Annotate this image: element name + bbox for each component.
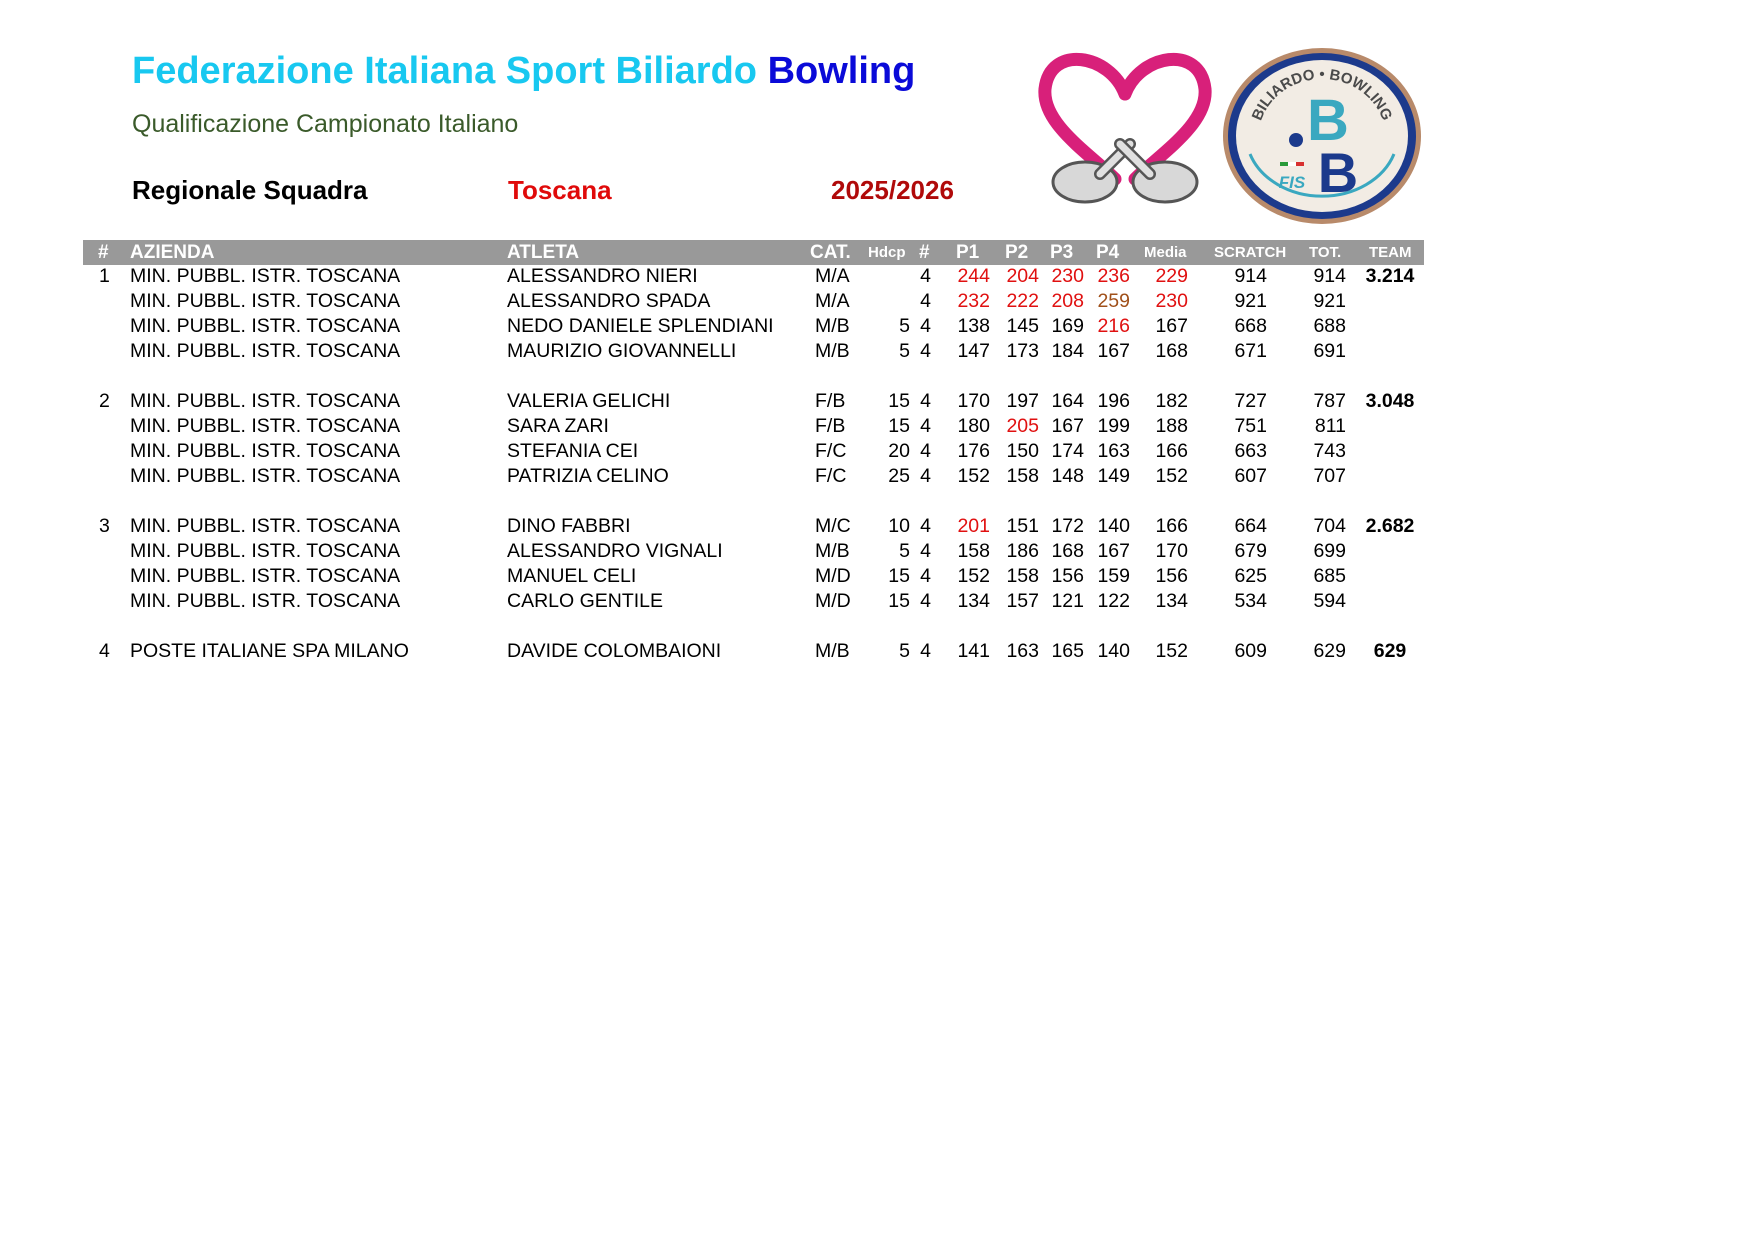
table-row [0,290,1755,315]
media-cell: 134 [1155,590,1188,612]
rank-cell: 3 [99,515,110,537]
azienda-cell: MIN. PUBBL. ISTR. TOSCANA [130,590,401,612]
table-row [0,565,1755,590]
score-p2-cell: 145 [1006,315,1039,337]
table-row [0,540,1755,565]
atleta-cell: ALESSANDRO VIGNALI [507,540,723,562]
category-cell: M/D [815,565,851,587]
category-cell: M/C [815,515,851,537]
category-cell: M/B [815,540,850,562]
atleta-cell: NEDO DANIELE SPLENDIANI [507,315,774,337]
score-p1-cell: 147 [957,340,990,362]
hdcp-cell: 5 [899,315,910,337]
games-cell: 4 [920,390,931,412]
score-p1-cell: 134 [957,590,990,612]
table-row [0,440,1755,465]
games-cell: 4 [920,340,931,362]
badge-fis-text: FIS [1278,173,1306,192]
azienda-cell: MIN. PUBBL. ISTR. TOSCANA [130,315,401,337]
score-p2-cell: 157 [1006,590,1039,612]
media-cell: 166 [1155,515,1188,537]
games-cell: 4 [920,415,931,437]
media-cell: 182 [1155,390,1188,412]
team-total-cell: 3.214 [1365,265,1415,287]
score-p4-cell: 216 [1097,315,1130,337]
col-cat: CAT. [810,242,851,263]
col-p2: P2 [1005,242,1029,263]
score-p4-cell: 140 [1097,515,1130,537]
category-cell: F/C [815,440,847,462]
scratch-cell: 664 [1234,515,1267,537]
score-p3-cell: 184 [1051,340,1084,362]
score-p1-cell: 170 [957,390,990,412]
score-p3-cell: 174 [1051,440,1084,462]
media-cell: 156 [1155,565,1188,587]
atleta-cell: DAVIDE COLOMBAIONI [507,640,722,662]
category-cell: F/B [815,390,846,412]
score-p2-cell: 197 [1006,390,1039,412]
games-cell: 4 [920,440,931,462]
azienda-cell: MIN. PUBBL. ISTR. TOSCANA [130,415,401,437]
scratch-cell: 607 [1234,465,1267,487]
hdcp-cell: 25 [888,465,910,487]
media-cell: 167 [1155,315,1188,337]
col-scratch: SCRATCH [1214,244,1287,261]
page-subtitle: Qualificazione Campionato Italiano [132,110,519,138]
table-row [0,265,1755,290]
title-accent: Bowling [767,50,916,92]
games-cell: 4 [920,465,931,487]
score-p2-cell: 158 [1006,465,1039,487]
azienda-cell: MIN. PUBBL. ISTR. TOSCANA [130,540,401,562]
col-games: # [919,242,930,263]
badge-glyph-top: B [1307,88,1349,153]
games-cell: 4 [920,565,931,587]
score-p1-cell: 141 [957,640,990,662]
score-p3-cell: 168 [1051,540,1084,562]
table-row [0,590,1755,615]
hdcp-cell: 5 [899,640,910,662]
score-p3-cell: 165 [1051,640,1084,662]
score-p1-cell: 152 [957,465,990,487]
category-cell: M/D [815,590,851,612]
scratch-cell: 914 [1234,265,1267,287]
category-cell: M/A [815,265,850,287]
media-cell: 229 [1155,265,1188,287]
table-row [0,390,1755,415]
team-total-cell: 3.048 [1365,390,1415,412]
team-total-cell: 629 [1373,640,1407,662]
score-p4-cell: 159 [1097,565,1130,587]
atleta-cell: ALESSANDRO NIERI [507,265,698,287]
score-p3-cell: 156 [1051,565,1084,587]
table-row [0,640,1755,665]
total-cell: 921 [1313,290,1346,312]
atleta-cell: VALERIA GELICHI [507,390,671,412]
azienda-cell: MIN. PUBBL. ISTR. TOSCANA [130,390,401,412]
total-cell: 685 [1313,565,1346,587]
total-cell: 704 [1313,515,1346,537]
col-team: TEAM [1369,244,1412,261]
heart-icon [1045,59,1205,179]
hdcp-cell: 5 [899,340,910,362]
score-p3-cell: 148 [1051,465,1084,487]
col-p3: P3 [1050,242,1074,263]
total-cell: 691 [1313,340,1346,362]
atleta-cell: DINO FABBRI [507,515,631,537]
score-p2-cell: 158 [1006,565,1039,587]
atleta-cell: STEFANIA CEI [507,440,639,462]
category-cell: M/B [815,340,850,362]
hdcp-cell: 5 [899,540,910,562]
table-row [0,340,1755,365]
games-cell: 4 [920,265,931,287]
score-p3-cell: 172 [1051,515,1084,537]
total-cell: 629 [1313,640,1346,662]
score-p4-cell: 199 [1097,415,1130,437]
score-p4-cell: 167 [1097,540,1130,562]
media-cell: 152 [1155,465,1188,487]
score-p3-cell: 208 [1051,290,1084,312]
score-p4-cell: 167 [1097,340,1130,362]
score-p3-cell: 230 [1051,265,1084,287]
hdcp-cell: 10 [888,515,910,537]
games-cell: 4 [920,515,931,537]
score-p2-cell: 204 [1006,265,1039,287]
score-p1-cell: 158 [957,540,990,562]
scratch-cell: 679 [1234,540,1267,562]
score-p2-cell: 173 [1006,340,1039,362]
games-cell: 4 [920,290,931,312]
atleta-cell: MAURIZIO GIOVANNELLI [507,340,737,362]
total-cell: 699 [1313,540,1346,562]
table-row [0,515,1755,540]
rank-cell: 2 [99,390,110,412]
col-p4: P4 [1096,242,1120,263]
media-cell: 168 [1155,340,1188,362]
category-cell: F/C [815,465,847,487]
games-cell: 4 [920,540,931,562]
table-row [0,315,1755,340]
atleta-cell: SARA ZARI [507,415,609,437]
score-p1-cell: 244 [957,265,990,287]
col-media: Media [1144,244,1187,261]
score-p4-cell: 163 [1097,440,1130,462]
rank-cell: 1 [99,265,110,287]
col-hdcp: Hdcp [868,244,906,261]
score-p4-cell: 196 [1097,390,1130,412]
azienda-cell: MIN. PUBBL. ISTR. TOSCANA [130,440,401,462]
games-cell: 4 [920,590,931,612]
ball-icon [1289,133,1303,147]
media-cell: 188 [1155,415,1188,437]
scratch-cell: 668 [1234,315,1267,337]
scratch-cell: 625 [1234,565,1267,587]
hdcp-cell: 15 [888,590,910,612]
score-p2-cell: 186 [1006,540,1039,562]
score-p3-cell: 121 [1051,590,1084,612]
atleta-cell: ALESSANDRO SPADA [507,290,711,312]
score-p1-cell: 180 [957,415,990,437]
score-p2-cell: 222 [1006,290,1039,312]
score-p4-cell: 122 [1097,590,1130,612]
score-p1-cell: 138 [957,315,990,337]
media-cell: 230 [1155,290,1188,312]
total-cell: 787 [1313,390,1346,412]
score-p2-cell: 163 [1006,640,1039,662]
score-p4-cell: 149 [1097,465,1130,487]
scratch-cell: 663 [1234,440,1267,462]
total-cell: 707 [1313,465,1346,487]
azienda-cell: MIN. PUBBL. ISTR. TOSCANA [130,515,401,537]
score-p1-cell: 176 [957,440,990,462]
total-cell: 594 [1313,590,1346,612]
page-title [132,50,915,93]
table-row [0,465,1755,490]
score-p2-cell: 151 [1006,515,1039,537]
season-label: 2025/2026 [831,175,954,205]
score-p3-cell: 164 [1051,390,1084,412]
scratch-cell: 727 [1234,390,1267,412]
score-p2-cell: 150 [1006,440,1039,462]
scratch-cell: 671 [1234,340,1267,362]
score-p1-cell: 152 [957,565,990,587]
heart-hands-logo [1030,34,1220,209]
score-p1-cell: 232 [957,290,990,312]
azienda-cell: POSTE ITALIANE SPA MILANO [130,640,409,662]
col-p1: P1 [956,242,980,263]
scratch-cell: 751 [1234,415,1267,437]
col-azienda: AZIENDA [130,242,215,263]
rank-cell: 4 [99,640,110,662]
games-cell: 4 [920,315,931,337]
badge-arc-text: BILIARDO • BOWLING [1248,65,1396,123]
table-header [83,240,1424,265]
region-label: Toscana [508,175,612,205]
azienda-cell: MIN. PUBBL. ISTR. TOSCANA [130,290,401,312]
atleta-cell: PATRIZIA CELINO [507,465,669,487]
category-cell: M/A [815,290,850,312]
hdcp-cell: 15 [888,565,910,587]
col-atleta: ATLETA [507,242,580,263]
hdcp-cell: 20 [888,440,910,462]
team-total-cell: 2.682 [1365,515,1415,537]
azienda-cell: MIN. PUBBL. ISTR. TOSCANA [130,340,401,362]
score-p4-cell: 236 [1097,265,1130,287]
score-p4-cell: 259 [1097,290,1130,312]
atleta-cell: MANUEL CELI [507,565,637,587]
total-cell: 914 [1313,265,1346,287]
table-row [0,415,1755,440]
total-cell: 811 [1314,415,1346,437]
category-cell: F/B [815,415,846,437]
scratch-cell: 921 [1234,290,1267,312]
media-cell: 166 [1155,440,1188,462]
azienda-cell: MIN. PUBBL. ISTR. TOSCANA [130,265,401,287]
fisb-badge-logo [1220,44,1424,227]
score-p3-cell: 167 [1051,415,1084,437]
col-rank: # [98,242,109,263]
hdcp-cell: 15 [888,390,910,412]
score-p1-cell: 201 [957,515,990,537]
atleta-cell: CARLO GENTILE [507,590,664,612]
category-cell: M/B [815,640,850,662]
hdcp-cell: 15 [888,415,910,437]
scratch-cell: 609 [1234,640,1267,662]
media-cell: 170 [1155,540,1188,562]
scratch-cell: 534 [1234,590,1267,612]
games-cell: 4 [920,640,931,662]
score-p2-cell: 205 [1006,415,1039,437]
score-p3-cell: 169 [1051,315,1084,337]
azienda-cell: MIN. PUBBL. ISTR. TOSCANA [130,465,401,487]
total-cell: 688 [1313,315,1346,337]
col-tot: TOT. [1309,244,1342,261]
score-p4-cell: 140 [1097,640,1130,662]
badge-glyph-bottom: B [1317,141,1359,204]
title-main: Federazione Italiana Sport Biliardo [132,50,758,92]
category-cell: M/B [815,315,850,337]
azienda-cell: MIN. PUBBL. ISTR. TOSCANA [130,565,401,587]
media-cell: 152 [1155,640,1188,662]
section-label: Regionale Squadra [132,175,368,205]
total-cell: 743 [1313,440,1346,462]
